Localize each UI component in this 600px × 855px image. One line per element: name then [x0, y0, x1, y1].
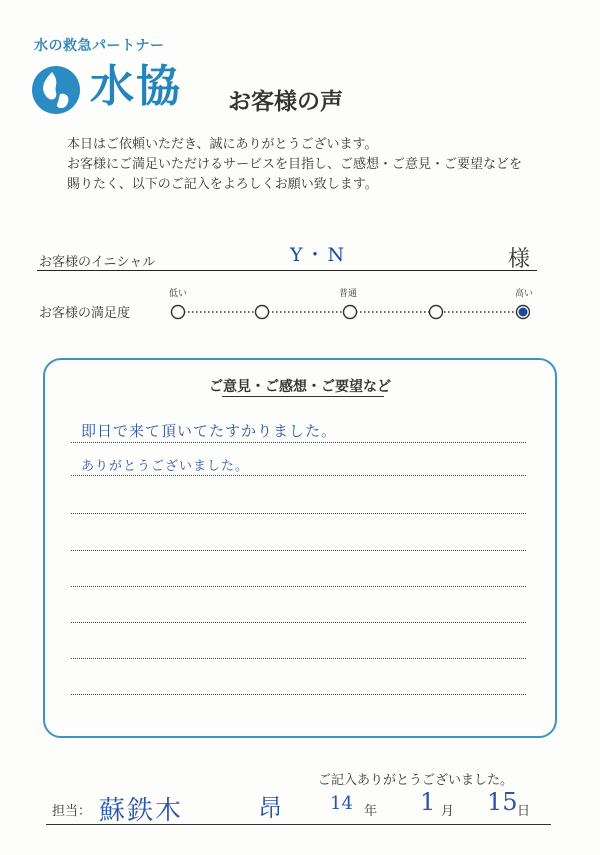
ruled-line: [71, 442, 526, 443]
intro-line: お客様にご満足いただけるサービスを目指し、ご感想・ご意見・ご要望などを: [67, 157, 523, 172]
satisfaction-option-1[interactable]: [172, 306, 185, 319]
feedback-title-underline: [222, 396, 384, 397]
high-label: 高い: [514, 289, 533, 299]
initial-underline: [37, 270, 537, 271]
satisfaction-option-2[interactable]: [256, 306, 269, 319]
tagline: 水の救急パートナー: [34, 38, 165, 54]
date-year: 14: [330, 793, 353, 814]
intro-text: [67, 135, 522, 195]
ruled-line: [71, 475, 526, 476]
satisfaction-scale: [168, 289, 533, 322]
satisfaction-selected-mark: [519, 308, 528, 317]
thanks-message: ご記入ありがとうございました。: [318, 773, 514, 788]
satisfaction-option-3[interactable]: [344, 306, 357, 319]
water-drop-logo-icon: [30, 64, 82, 116]
footer-underline: [46, 824, 551, 825]
company-logo-text: 水協: [90, 61, 182, 112]
date-era: 昂: [258, 794, 282, 822]
ruled-line: [71, 586, 526, 587]
satisfaction-label: お客様の満足度: [39, 306, 131, 321]
date-year-unit: 年: [364, 804, 378, 819]
intro-line: 賜りたく、以下のご記入をよろしくお願い致します。: [67, 177, 378, 192]
date-month: 1: [420, 788, 436, 816]
initial-value: Y・N: [290, 244, 348, 266]
ruled-line: [71, 550, 526, 551]
satisfaction-option-4[interactable]: [430, 306, 443, 319]
mid-label: 普通: [338, 289, 357, 299]
ruled-line: [71, 694, 526, 695]
date-day: 15: [487, 788, 518, 816]
low-label: 低い: [168, 289, 187, 299]
honorific-suffix: 様: [508, 247, 531, 272]
initial-label: お客様のイニシャル: [39, 255, 156, 270]
handwritten-comment-line: 即日で来て頂いてたすかりました。: [81, 422, 338, 440]
feedback-title: ご意見・ご感想・ご要望など: [209, 379, 391, 395]
page-title: お客様の声: [228, 89, 343, 115]
ruled-line: [71, 658, 526, 659]
date-day-unit: 日: [517, 804, 531, 819]
satisfaction-track: [170, 298, 530, 322]
intro-line: 本日はご依頼いただき、誠にありがとうございます。: [67, 137, 378, 152]
feedback-panel: [43, 358, 557, 738]
staff-name: 蘇鉄木: [99, 796, 184, 826]
date-month-unit: 月: [441, 804, 455, 819]
ruled-line: [71, 513, 526, 514]
staff-label: 担当：: [52, 804, 92, 819]
handwritten-comment-line: ありがとうございました。: [81, 459, 250, 474]
ruled-line: [71, 622, 526, 623]
